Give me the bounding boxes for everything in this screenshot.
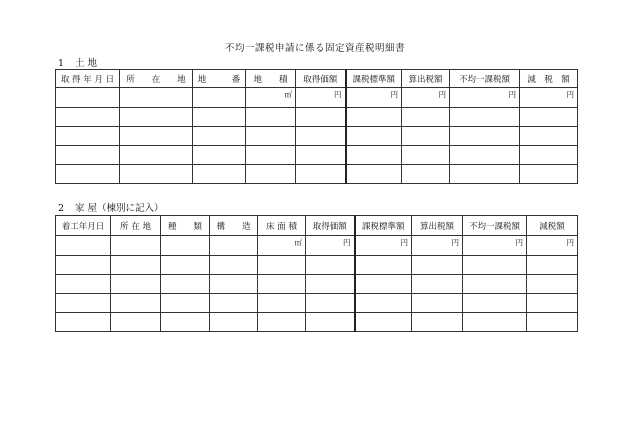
land-area-cell[interactable]: ㎡ xyxy=(246,88,296,108)
land-header-acquired-date: 取 得 年 月 日 xyxy=(56,70,120,88)
land-header-calculated-tax: 算出税額 xyxy=(402,70,450,88)
table-cell[interactable] xyxy=(527,256,578,275)
house-section-title: 家 屋（棟別に記入） xyxy=(75,203,164,214)
land-header-uneven-tax: 不均一課税額 xyxy=(450,70,520,88)
table-cell[interactable] xyxy=(56,294,111,313)
table-cell[interactable] xyxy=(402,146,450,165)
table-cell[interactable] xyxy=(450,108,520,127)
table-cell[interactable] xyxy=(120,108,193,127)
table-cell[interactable] xyxy=(527,275,578,294)
table-cell[interactable] xyxy=(111,256,161,275)
table-cell[interactable] xyxy=(412,313,463,332)
table-cell[interactable] xyxy=(193,146,246,165)
table-row xyxy=(56,88,578,108)
land-header-location: 所 在 地 xyxy=(120,70,193,88)
land-header-tax-base: 課税標準額 xyxy=(346,70,402,88)
table-cell[interactable] xyxy=(412,275,463,294)
house-header-floor-area: 床 面 積 xyxy=(258,216,306,236)
house-header-construction-start-date: 着工年月日 xyxy=(56,216,111,236)
table-cell[interactable] xyxy=(402,108,450,127)
land-section-label xyxy=(58,55,97,69)
house-construction-start-date-cell[interactable] xyxy=(56,236,111,256)
document-title: 不均一課税申請に係る固定資産税明細書 xyxy=(224,43,405,54)
table-cell[interactable] xyxy=(520,108,578,127)
table-cell[interactable] xyxy=(463,294,527,313)
table-row xyxy=(56,275,578,294)
land-location-cell[interactable] xyxy=(120,88,193,108)
land-lot-number-cell[interactable] xyxy=(193,88,246,108)
table-cell[interactable] xyxy=(402,165,450,184)
table-cell[interactable] xyxy=(346,108,402,127)
house-header-tax-base: 課税標準額 xyxy=(355,216,412,236)
table-cell[interactable] xyxy=(306,294,355,313)
table-cell[interactable] xyxy=(246,165,296,184)
table-cell[interactable] xyxy=(450,127,520,146)
house-calculated-tax-cell[interactable]: 円 xyxy=(412,236,463,256)
land-table xyxy=(55,69,578,184)
house-reduced-tax-cell[interactable]: 円 xyxy=(527,236,578,256)
house-floor-area-cell[interactable]: ㎡ xyxy=(258,236,306,256)
table-cell[interactable] xyxy=(193,108,246,127)
table-row xyxy=(56,294,578,313)
table-cell[interactable] xyxy=(412,256,463,275)
table-cell[interactable] xyxy=(306,256,355,275)
table-cell[interactable] xyxy=(210,294,258,313)
table-cell[interactable] xyxy=(56,108,120,127)
table-cell[interactable] xyxy=(111,275,161,294)
table-cell[interactable] xyxy=(161,294,210,313)
table-cell[interactable] xyxy=(355,256,412,275)
land-acquisition-price-cell[interactable]: 円 xyxy=(296,88,346,108)
table-cell[interactable] xyxy=(56,146,120,165)
table-row xyxy=(56,256,578,275)
table-cell[interactable] xyxy=(346,127,402,146)
table-cell[interactable] xyxy=(258,256,306,275)
house-tax-base-cell[interactable]: 円 xyxy=(355,236,412,256)
table-cell[interactable] xyxy=(210,313,258,332)
table-cell[interactable] xyxy=(210,275,258,294)
table-cell[interactable] xyxy=(296,127,346,146)
table-cell[interactable] xyxy=(463,313,527,332)
table-cell[interactable] xyxy=(161,256,210,275)
table-cell[interactable] xyxy=(161,313,210,332)
house-header-calculated-tax: 算出税額 xyxy=(412,216,463,236)
table-cell[interactable] xyxy=(520,165,578,184)
table-cell[interactable] xyxy=(450,146,520,165)
table-cell[interactable] xyxy=(258,275,306,294)
table-row xyxy=(56,127,578,146)
table-cell[interactable] xyxy=(120,127,193,146)
table-cell[interactable] xyxy=(306,275,355,294)
table-cell[interactable] xyxy=(450,165,520,184)
house-uneven-tax-cell[interactable]: 円 xyxy=(463,236,527,256)
house-header-structure: 構 造 xyxy=(210,216,258,236)
table-cell[interactable] xyxy=(56,313,111,332)
house-header-reduced-tax: 減税額 xyxy=(527,216,578,236)
land-header-reduced-tax: 減 税 額 xyxy=(520,70,578,88)
table-cell[interactable] xyxy=(463,256,527,275)
house-header-type: 種 類 xyxy=(161,216,210,236)
table-cell[interactable] xyxy=(56,127,120,146)
land-header-lot-number: 地 番 xyxy=(193,70,246,88)
table-cell[interactable] xyxy=(246,108,296,127)
table-cell[interactable] xyxy=(120,146,193,165)
table-row xyxy=(56,236,578,256)
table-cell[interactable] xyxy=(111,313,161,332)
table-cell[interactable] xyxy=(402,127,450,146)
table-cell[interactable] xyxy=(258,294,306,313)
house-type-cell[interactable] xyxy=(161,236,210,256)
table-cell[interactable] xyxy=(210,256,258,275)
table-cell[interactable] xyxy=(161,275,210,294)
house-table xyxy=(55,215,578,332)
table-cell[interactable] xyxy=(193,165,246,184)
table-cell[interactable] xyxy=(527,313,578,332)
table-cell[interactable] xyxy=(306,313,355,332)
land-acquired-date-cell[interactable] xyxy=(56,88,120,108)
table-cell[interactable] xyxy=(193,127,246,146)
table-cell[interactable] xyxy=(520,127,578,146)
table-row xyxy=(56,108,578,127)
house-header-acquisition-price: 取得価額 xyxy=(306,216,355,236)
table-cell[interactable] xyxy=(296,146,346,165)
house-section-number: 2 xyxy=(58,203,65,214)
table-cell[interactable] xyxy=(111,294,161,313)
land-header-acquisition-price: 取得価額 xyxy=(296,70,346,88)
table-cell[interactable] xyxy=(56,165,120,184)
table-cell[interactable] xyxy=(56,256,111,275)
land-calculated-tax-cell[interactable]: 円 xyxy=(402,88,450,108)
table-cell[interactable] xyxy=(355,294,412,313)
table-cell[interactable] xyxy=(463,275,527,294)
table-cell[interactable] xyxy=(520,146,578,165)
table-row xyxy=(56,165,578,184)
table-cell[interactable] xyxy=(246,127,296,146)
table-cell[interactable] xyxy=(120,165,193,184)
house-location-cell[interactable] xyxy=(111,236,161,256)
land-reduced-tax-cell[interactable]: 円 xyxy=(520,88,578,108)
table-cell[interactable] xyxy=(355,313,412,332)
table-cell[interactable] xyxy=(412,294,463,313)
house-header-location: 所 在 地 xyxy=(111,216,161,236)
house-header-uneven-tax: 不均一課税額 xyxy=(463,216,527,236)
house-header-row xyxy=(56,216,578,236)
table-cell[interactable] xyxy=(346,165,402,184)
table-row xyxy=(56,146,578,165)
table-row xyxy=(56,313,578,332)
land-tax-base-cell[interactable]: 円 xyxy=(346,88,402,108)
table-cell[interactable] xyxy=(527,294,578,313)
house-section-label xyxy=(58,200,164,214)
house-acquisition-price-cell[interactable]: 円 xyxy=(306,236,355,256)
house-structure-cell[interactable] xyxy=(210,236,258,256)
table-cell[interactable] xyxy=(246,146,296,165)
table-cell[interactable] xyxy=(296,108,346,127)
table-cell[interactable] xyxy=(296,165,346,184)
land-section-number: 1 xyxy=(58,58,65,69)
land-uneven-tax-cell[interactable]: 円 xyxy=(450,88,520,108)
table-cell[interactable] xyxy=(56,275,111,294)
land-section-title: 土 地 xyxy=(75,58,98,69)
table-cell[interactable] xyxy=(258,313,306,332)
table-cell[interactable] xyxy=(346,146,402,165)
land-header-area: 地 積 xyxy=(246,70,296,88)
table-cell[interactable] xyxy=(355,275,412,294)
land-header-row xyxy=(56,70,578,88)
